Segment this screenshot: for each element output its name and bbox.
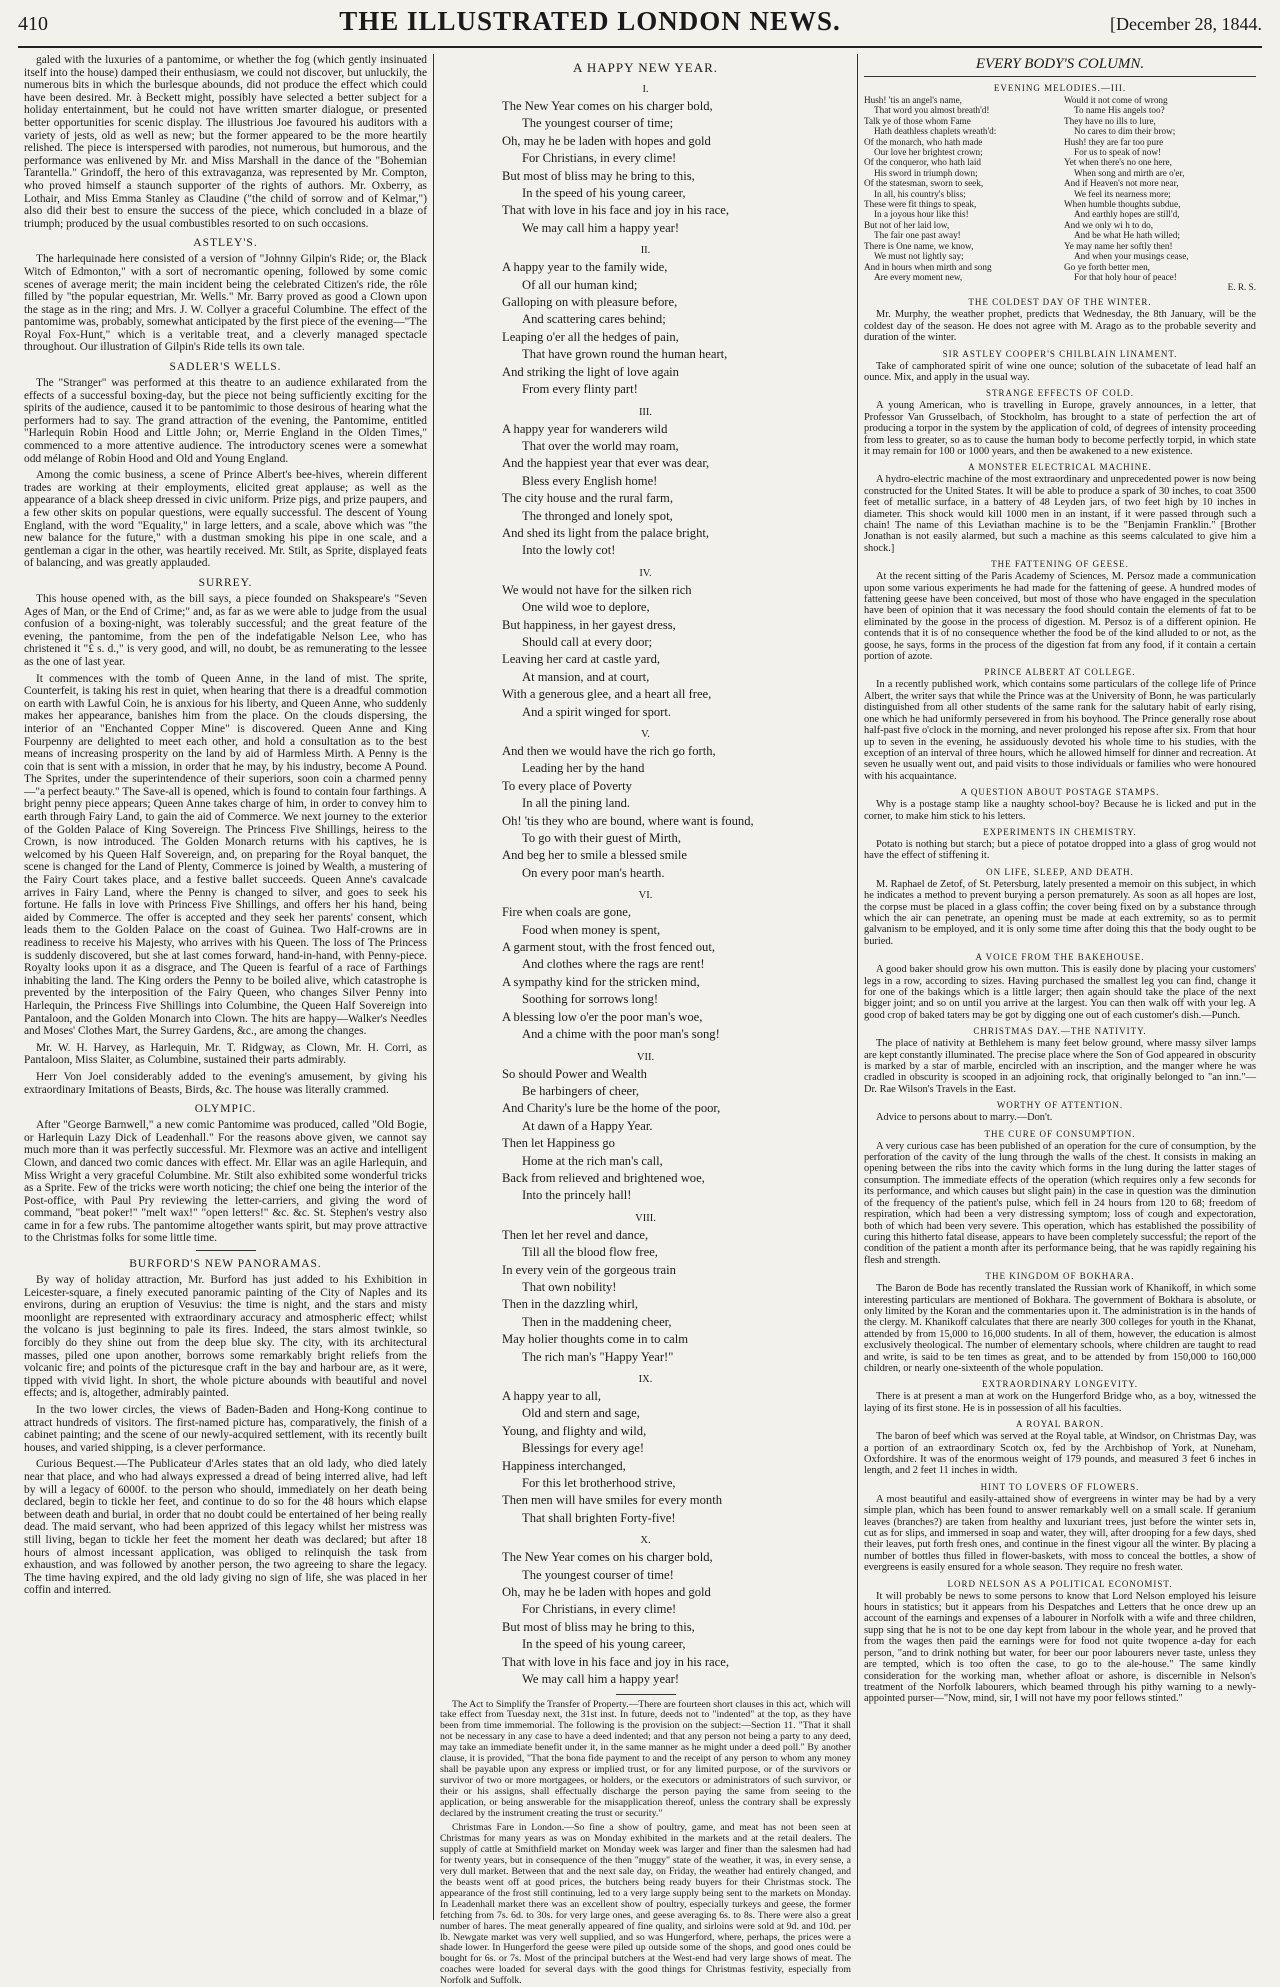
poem-line: Hath deathless chaplets wreath'd: [874,126,997,137]
poem-line: A happy year to the family wide, [502,260,668,275]
paragraph-christmas-fare: Christmas Fare in London.—So fine a show of poultry, game, and meat has not been seen at Christmas for many years as was on Monday exhibited in the markets and at the retail dealers. The supply of cattle at Smithfield market on Monday week was larger and finer than the salesmen had had for twenty years, but in consequence of the then "muggy" state of the weather, it was, in every sense, a very dull market. Between that and the next sale day, on Friday, the weather had entirely changed, and the beasts went off at good prices, the butchers being ready buyers for their Christmas stock. The appearance of the frost still continuing, led to a very large supply being sent to the markets on Monday. In Leadenhall market there was an excellent show of poultry, especially turkeys and geese, the former fetching from 7s. 6d. to 30s. for very large ones, and geese averaging 6s. to 8s. There were also a great number of hares. The meat generally appeared of fine quality, and sirloins were sold at 9d. and 10d. per lb. Newgate market was very well supplied, and so was Hungerford, where, perhaps, the prices were a shade lower. In Hungerford the geese were piled up outside some of the shops, and good ones could be bought for 6s. or 7s. Most of the principal butchers at the West-end had very large shows of meat. The coaches were loaded for several days with the good things for Christmas festivity, especially from Norfolk and Suffolk. [440,1822,851,1987]
stanza-number: V. [641,729,650,740]
paragraph: In a recently published work, which contains some particulars of the college life of Prince Albert, the writer says that while the Prince was at the University of Bonn, he was particularly distinguished from all other students of the same rank for the salutary habit of early rising, one which he had uniformly persevered in from his boyhood. The Prince generally rose about half-past five o'clock in the morning, and never prolonged his repose after six. From that hour up to seven in the evening, he assiduously devoted his whole time to his studies, with the exception of an interval of three hours, which he allowed himself for dinner and recreation. At seven he usually went out, and paid visits to those individuals or families who were honoured with his acquaintance. [864,679,1256,782]
stanza-number: IV. [639,567,652,579]
heading-chilblain: SIR ASTLEY COOPER'S CHILBLAIN LINAMENT. [942,348,1178,359]
poem-line: Then in the maddening cheer, [522,1314,672,1329]
heading-coldest-day: THE COLDEST DAY OF THE WINTER. [968,297,1152,308]
poem-line: That shall brighten Forty-five! [522,1510,676,1525]
poem-line: The New Year comes on his charger bold, [502,1550,713,1565]
poem-title: A HAPPY NEW YEAR. [572,60,719,75]
stanza-number: VI. [638,890,653,902]
poem-line: His sword in triumph down; [874,167,978,178]
heading-bakehouse: A VOICE FROM THE BAKEHOUSE. [975,952,1145,963]
paragraph: Mr. Murphy, the weather prophet, predicts that Wednesday, the 8th January, will be the coldest day of the season. He does not agree with M. Arago as to the probable severity and duration of the winter. [864,309,1256,344]
paragraph: The Baron de Bode has recently translated the Russian work of Khanikoff, in which some interesting particulars are mentioned of Bokhara. The government of Bokhara is absolute, or only limited by the Koran and the commentaries upon it. The administration is in the hands of the clergy. M. Khanikoff calculates that there are nearly 300 colleges for youth in the Khanat, attended by from 15,000 to 16,000 students. In all of them, however, the education is almost exclusively theological. The number of elementary schools, where children are taught to read and write, is said to be ten times as great, and to be attended by from 150,000 to 160,000 children, or nearly one-sixteenth of the whole population. [864,1283,1256,1374]
paragraph: A young American, who is travelling in Europe, gravely announces, in a letter, that Professor Van Grusselbach, of Stockholm, has brought to a state of perfection the art of producing a torpor in the system by the application of cold, of degrees of intensity proceeding from less to greater, so as to cause the human body to become perfectly torpid, in which state it may remain for 100 or 1000 years, and then be awakened to a new existence. [864,400,1256,457]
poem-line: Of the conqueror, who hath laid [864,157,981,168]
poem-line: Then in the dazzling whirl, [502,1297,639,1312]
poem-line: A garment stout, with the frost fenced out, [502,940,715,955]
column-poem [434,54,858,1987]
stanza-number: IX. [638,1374,653,1385]
poem-line: Old and stern and sage, [522,1406,640,1421]
paragraph: A good baker should grow his own mutton. This is easily done by placing your customers' legs in a row, according to sizes. Having purchased the smallest leg you can find, change it for one of the bakings which is a little larger; then again should take the place of the next bigger joint; and so on until you arrive at the largest. You can then walk off with your leg. A good crop of baked taters may be got by digging one out of each customer's dish.—Punch. [864,964,1256,1021]
poem-line: Back from relieved and brightened woe, [502,1170,705,1185]
heading-life-sleep-death: ON LIFE, SLEEP, AND DEATH. [986,866,1134,877]
poem-line: But not of her laid low, [864,219,950,230]
poem-line: They have no ills to lure, [1064,115,1156,126]
heading-consumption: THE CURE OF CONSUMPTION. [984,1128,1136,1139]
stanza-number: VII. [636,1051,655,1063]
paragraph: By way of holiday attraction, Mr. Burford has just added to his Exhibition in Leicester-square, a finely executed panoramic painting of the City of Naples and its environs, during an eruption of Vesuvius: the time is night, and the stars and misty moonlight are represented with extraordinary accuracy and atmospheric effect; whilst the volcano is just beginning to pale its fires. Indeed, the stars almost twinkle, so forcibly do they shine out from the deep blue sky. The city, with its architectural masses, piled one upon another, borrows some remarkably bright reliefs from the volcanic fire; and points of the picturesque craft in the bay and harbour are, as it were, tipped with vivid light. In short, the whole picture abounds with beautiful and novel effects; and is, altogether, admirably painted. [24,1274,427,1400]
heading-monster-machine: A MONSTER ELECTRICAL MACHINE. [968,462,1152,473]
paragraph: The harlequinade here consisted of a version of "Johnny Gilpin's Ride; or, the Black Witch of Edmonton," with a sort of necromantic opening, followed by some comic scenes of average merit; the main incident being the celebrated Citizen's ride, the rôle filled by "the popular equestrian, Mr. Wells." Mr. Barry proved as good a Clown upon the stage as in the ring; and Mrs. J. W. Collyer a graceful Columbine. The effect of the pantomime was, probably, somewhat anticipated by the first piece of the evening—"The Royal Fox-Hunt," which is a veritable treat, and a cleverly managed spectacle throughout. Our illustration of Gilpin's Ride tells its own tale. [24,253,427,354]
poem-line: On every poor man's hearth. [522,865,665,880]
poem-line: And clothes where the rags are rent! [522,957,705,972]
poem-line: The youngest courser of time; [522,116,674,131]
poem-line: To name His angels too? [1074,105,1165,116]
poem-line: In the speed of his young career, [522,1637,686,1652]
poem-line: Oh! 'tis they who are bound, where want is found, [502,813,754,828]
paragraph-curious-bequest: Curious Bequest.—The Publicateur d'Arles states that an old lady, who died lately near that place, and who had always expressed a dread of being interred alive, had left by will a legacy of 6000f. to the person who should, immediately on her death being declared, begin to tickle her feet, and continue to do so for the 48 hours which elapse between death and burial, in order that no doubt could be entertained of her being really dead. The maid servant, who had been apprized of this legacy whilst her mistress was still living, began to tickle her feet the moment her death was declared; but after 18 hours of almost incessant application, was obliged to relinquish the task from exhaustion, and was followed by another person, the two agreeing to share the legacy. The time having expired, and the old lady giving no sign of life, she was placed in her coffin and interred. [24,1458,427,1597]
poem-line: The thronged and lonely spot, [522,508,673,523]
poem-line: That with love in his face and joy in his race, [502,203,729,218]
poem-line: And shed its light from the palace bright, [502,525,710,540]
poem-line: Leaving her card at castle yard, [502,652,661,667]
stanza-number: X. [640,1535,651,1547]
poem-line: There is One name, we know, [864,240,974,251]
paragraph: Mr. W. H. Harvey, as Harlequin, Mr. T. Ridgway, as Clown, Mr. H. Corri, as Pantaloon, Miss Slaiter, as Columbine, sustained their parts admirably. [24,1041,427,1067]
divider [616,1694,676,1695]
poem-line: Happiness interchanged, [502,1458,626,1473]
section-heading-surrey: SURREY. [198,576,253,589]
heading-bokhara: THE KINGDOM OF BOKHARA. [985,1271,1135,1282]
poem-line: We may call him a happy year! [522,220,680,235]
poem-line: A happy year to all, [502,1389,601,1403]
paragraph: Take of camphorated spirit of wine one ounce; solution of the subacetate of lead half an ounce. Mix, and apply in the usual way. [864,360,1256,383]
paragraph: The "Stranger" was performed at this theatre to an audience exhilarated from the effects of a successful boxing-day, but the piece not being sufficiently exciting for the spirits of the audience, caused it to be pantomimic to those desirous of hearing what the performers had to say. The grand attraction of the evening, the Pantomime, entitled "Harlequin Robin Hood and Little John; or, Merrie England in the Olden Times," commenced to a more attentive audience. The introductory scenes were a somewhat odd mélange of Robin Hood and Old and Young England. [24,377,427,465]
section-heading-olympic: OLYMPIC. [194,1103,257,1116]
newspaper-title: THE ILLUSTRATED LONDON NEWS. [339,6,841,36]
poem-line: In every vein of the gorgeous train [502,1262,676,1277]
poem-line: Yet when there's no one here, [1064,157,1172,168]
paragraph: Herr Von Joel considerably added to the evening's amusement, by giving his extraordinary Imitations of Beasts, Birds, &c. The house was literally crammed. [24,1070,427,1096]
poem-line: That over the world may roam, [522,438,679,453]
poem-line: And the happiest year that ever was dear, [502,456,710,471]
paragraph: M. Raphael de Zetof, of St. Petersburg, lately presented a memoir on this subject, in which he indicates a method to prevent burying a person prematurely. As soon as all hopes are lost, the corpse must be placed in a glass coffin; the cover being fixed on by a substance through which the air can penetrate, an opening must be made at each extremity, so as to permit galvanism to be employed, and it is only some time after doing this that the body ought to be buried. [864,878,1256,947]
poem-line: Then men will have smiles for every month [502,1493,722,1508]
column-every-bodys [858,54,1262,1920]
poem-line: No cares to dim their brow; [1074,126,1176,137]
stanza-number: III. [638,406,653,418]
heading-postage: A QUESTION ABOUT POSTAGE STAMPS. [960,787,1160,798]
poem-line: But happiness, in her gayest dress, [502,617,676,632]
poem-line: And earthly hopes are still'd, [1074,209,1180,220]
poem-line: Till all the blood flow free, [522,1245,658,1260]
poem-line: Be harbingers of cheer, [522,1083,639,1098]
poem-right-column [1064,95,1256,282]
poem-line: A happy year for wanderers wild [502,421,668,436]
poem-line: Leading her by the hand [522,761,645,776]
poem-line: Should call at every door; [522,634,653,649]
heading-attention: WORTHY OF ATTENTION. [996,1100,1124,1111]
poem-line: And we only wi h to do, [1064,219,1154,230]
poem-line: Into the lowly cot! [522,543,616,558]
poem-line: Talk ye of those whom Fame [864,115,971,126]
poem-line: That own nobility! [522,1279,617,1294]
poem-line: Of all our human kind; [522,277,638,292]
poem-line: We would not have for the silken rich [502,582,692,597]
poem-line: When humble thoughts subdue, [1064,199,1181,210]
poem-line: To every place of Poverty [502,778,632,793]
poem-line: Are every moment new, [874,271,963,282]
paragraph: A very curious case has been published of an operation for the cure of consumption, by the perforation of the cavity of the lung through the walls of the chest. It consists in making an opening between the ribs into the cavity which forms in the lung during the latter stages of consumption. The immediate effects of the operation (which requires only a few seconds for its performance, and which causes but slight pain) in the case in question was the diminution of the frequency of the patient's pulse, which fell in 24 hours from 120 to 68; freedom of respiration, which had been a very distressing symptom; loss of cough and expectoration, both of which had been very severe. This operation, which has established the possibility of curing this hitherto fatal disease, appears to have been completely successful; the report of the condition of the patient a month after its performance being, that he was rapidly regaining his flesh and strength. [864,1140,1256,1266]
poem-line: But most of bliss may he bring to this, [502,1619,695,1634]
poem-line: These were fit things to speak, [864,199,977,210]
poem-line: And in hours when mirth and song [864,261,992,272]
poem-line: A blessing low o'er the poor man's woe, [502,1009,703,1024]
poem-line: Go ye forth better men, [1064,261,1150,272]
heading-nelson: LORD NELSON AS A POLITICAL ECONOMIST. [947,1578,1173,1589]
poem-line: Soothing for sorrows long! [522,992,659,1007]
poem-line: With a generous glee, and a heart all free, [502,687,712,702]
heading-flowers: HINT TO LOVERS OF FLOWERS. [980,1481,1140,1492]
poem-line: And if Heaven's not more near, [1064,178,1179,189]
poem-line: The city house and the rural farm, [502,491,673,506]
section-heading-astleys: ASTLEY'S. [193,237,258,250]
paragraph: It will probably be news to some persons to know that Lord Nelson employed his leisure hours in statistics; but it appears from his Despatches and Letters that he once drew up an account of the earnings and expenses of a labourer in Norfolk with a wife and three children, supp sing that he is not to be one day kept from labour in the whole year, and he proved that from the wages then paid the earnings were for food not quite twopence a-day for each person, "and to drink nothing but water, for beer our poor labourers never taste, unless they are tempted, which is too often the case, to go to the ale-house." The same kindly consideration for the working man, whether afloat or ashore, is discernible in Nelson's treatment of the Norfolk labourers, which beamed through his pithy warning to a newly-appointed purser—"Now, mind, sir, I will not have my poor fellows stinted." [864,1590,1256,1705]
poem-line: In all the pining land. [522,796,631,811]
poem-line: Hush! 'tis an angel's name, [864,95,962,105]
page-number: 410 [18,13,48,35]
poem-line: When song and mirth are o'er, [1074,167,1185,178]
paragraph: Potato is nothing but starch; but a piece of potatoe dropped into a glass of grog would not have the effect of stiffening it. [864,838,1256,862]
stanza-number: II. [640,245,651,257]
poem-signature: E. R. S. [1227,282,1256,293]
poem-line: In all, his country's bliss; [874,188,966,199]
poem-line: In the speed of his young career, [522,186,686,201]
poem-line: At mansion, and at court, [522,669,650,684]
heading-cold: STRANGE EFFECTS OF COLD. [985,388,1135,399]
poem-line: Fire when coals are gone, [502,905,632,920]
poem-line: Young, and flighty and wild, [502,1423,647,1438]
stanza-number: I. [642,84,649,95]
poem-line: Then let her revel and dance, [502,1227,649,1242]
poem-line: And a spirit winged for sport. [522,704,672,719]
poem-line: Leaping o'er all the hedges of pain, [502,329,679,344]
poem-line: And Charity's lure be the home of the poor, [502,1101,721,1116]
poem-line: So should Power and Wealth [502,1066,647,1081]
heading-nativity: CHRISTMAS DAY.—THE NATIVITY. [973,1026,1147,1037]
poem-evening-melodies [864,95,1256,282]
heading-longevity: EXTRAORDINARY LONGEVITY. [982,1379,1138,1390]
heading-geese: THE FATTENING OF GEESE. [991,559,1129,570]
paragraph: This house opened with, as the bill says, a piece founded on Shakspeare's "Seven Ages of Man, or the End of Crime;" and, as far as we were able to judge from the usual confusion of a boxing-night, was tolerably successful; and the great feature of the evening, the pantomime, from the pen of the indefatigable Nelson Lee, who has christened it "£ s. d.," is very good, and will, no doubt, be as remunerating to the lessee as the one of last year. [24,592,427,668]
paragraph: galed with the luxuries of a pantomime, or whether the fog (which gently insinuated itself into the house) damped their enthusiasm, we could not discover, but unluckily, the numerous bits in which the burlesque abounds, did not produce the effect which could have been desired. Mr. à Beckett might, possibly have selected a better subject for a holiday entertainment, but he could not have written smarter dialogue, or presented better opportunities for scenic display. The illustrious Joe favoured his auditors with a variety of jests, old as well as new; but the former appeared to be the more heartily relished. The piece is interspersed with parodies, not numerous, but humorous, and the performance was enlivened by Mr. and Miss Marshall in the dance of the "Bohemian Tarantella." Grindoff, the hero of this extravaganza, was represented by Mr. Compton, who proved himself a staunch supporter of the rights of authors. Mr. Oxberry, as Lothair, and Miss Emma Stanley as Claudine ("the child of sorrow and of Kelmar,") also did their best to ensure the success of the piece, which concluded in a blaze of triumph; produced by the usual combustibles resorted to on such occasions. [24,54,427,230]
poem-line: A sympathy kind for the stricken mind, [502,974,700,989]
poem-line: Of the monarch, who hath made [864,136,983,147]
poem-line: And then we would have the rich go forth, [502,744,716,758]
poem-line: To go with their guest of Mirth, [522,831,681,846]
section-heading-sadlers-wells: SADLER'S WELLS. [169,361,282,374]
paragraph: There is at present a man at work on the Hungerford Bridge who, as a boy, witnessed the laying of its first stone. He is in possession of all his faculties. [864,1391,1256,1414]
poem-left-column [864,95,1056,282]
poem-line: And be what He hath willed; [1074,230,1180,241]
poem-line: We may call him a happy year! [522,1672,680,1687]
poem-line: And a chime with the poor man's song! [522,1027,720,1042]
poem-line: That with love in his face and joy in his race, [502,1654,729,1669]
poem-line: Ye may name her softly then! [1064,240,1173,251]
paragraph: Advice to persons about to marry.—Don't. [876,1112,1053,1124]
paragraph: Why is a postage stamp like a naughty school-boy? Because he is licked and put in the corner, to make him stick to his letters. [864,799,1256,822]
poem-body [440,84,851,1689]
paragraph: In the two lower circles, the views of Baden-Baden and Hong-Kong continue to attract hundreds of visitors. The first-named picture has, comparatively, the finish of a cabinet painting; and the scene of our newly-acquired settlement, with its recently built houses, and varied shipping, is a clever performance. [24,1404,427,1454]
poem-line: The New Year comes on his charger bold, [502,99,713,113]
poem-line: For us to speak of now! [1074,147,1162,158]
poem-line: That word you almost breath'd! [874,105,990,116]
poem-line: Oh, may he be laden with hopes and gold [502,1585,711,1600]
poem-line: And beg her to smile a blessed smile [502,848,688,863]
section-heading-burford: BURFORD'S NEW PANORAMAS. [129,1258,322,1271]
poem-line: At dawn of a Happy Year. [522,1118,653,1133]
paragraph: A hydro-electric machine of the most extraordinary and unprecedented power is now being constructed for the United States. It will be able to produce a spark of 30 inches, to coat 3500 feet of metallic surface, in a battery of 48 Leyden jars, of two feet high by 10 inches in diameter. This shock would kill 1000 men in an instant, if it were passed through such a chain! The name of this Leviathan machine is to be the "Benjamin Franklin." [Brother Jonathan is not easily alarmed, but such a machine as this seems calculated to give him a shock.] [864,474,1256,554]
stanza-number: VIII. [635,1212,656,1224]
poem-line: We feel its nearness more; [1074,188,1171,199]
poem-line: For Christians, in every clime! [522,151,677,166]
poem-line: But most of bliss may he bring to this, [502,168,695,183]
column-title: EVERY BODY'S COLUMN. [864,56,1256,77]
poem-line: Hush! they are far too pure [1064,136,1164,147]
poem-line: For this let brotherhood strive, [522,1476,676,1491]
poem-line: Into the princely hall! [522,1188,632,1203]
poem-line: Oh, may he be laden with hopes and gold [502,133,711,148]
poem-line: Food when money is spent, [522,922,661,937]
masthead [18,6,1262,48]
heading-royal-baron: A ROYAL BARON. [1016,1419,1104,1430]
poem-line: From every flinty part! [522,382,638,397]
poem-line: May holier thoughts come in to calm [502,1332,689,1347]
poem-line: And when your musings cease, [1074,251,1189,262]
heading-prince-albert: PRINCE ALBERT AT COLLEGE. [984,667,1136,678]
paragraph: It commences with the tomb of Queen Anne, in the land of mist. The sprite, Counterfeit, is taking his rest in quiet, when hearing that there is a dreadful commotion on earth with Lawful Coin, he is anxious for his liberty, and Queen Anne, who suddenly makes her appearance, banishes him from the place. On the clouds dispersing, the interior of an "Enchanted Copper Mine" is discovered. Queen Anne and King Fourpenny are delighted to meet each other, and hold a consultation as to the best means of increasing prosperity on the land by aid of Harmless Mirth. A Penny is the coin that is sent with a mission, in order that he may, by his industry, become A Pound. The Sprites, under the superintendence of their superiors, soon coin a charmed penny—"a perfect beauty." The Save-all is opened, which is found to contain four farthings. A bright penny piece appears; Queen Anne takes charge of him, in order to convey him to earth through Fairy Land, to gain the aid of Commerce. We next journey to the exterior of the Golden Palace of King Sovereign. The Princess Five Shillings, heiress to the Crown, is now introduced. The Golden Monarch returns with his captives, he is welcomed by his Queen Half Sovereign, and, on preparing for the Royal banquet, the scene is changed for the Land of Plenty, Commerce is joined by Wealth, a mustering of the Fairy Court takes place, and a festive ballet succeeds. Queen Anne's cavalcade arrives in Fairy Land, where the Penny is changed to silver, and goes to seek his fortune. He falls in love with Princess Five Shillings, and offers her his hand, being aided by Commerce. The offer is accepted and they seek her parents' consent, which leads them to the Golden Palace on the coast of Guinea. Two Half-crowns are in readiness to receive his Majesty, who arrives with his Queen. The loss of The Princess is suddenly discovered, but she at last comes forward, hand-in-hand, with Penny-piece. Royalty looks upon it as a disgrace, and The Queen is fearful of a race of Farthings inhabiting the land. The King orders the Penny to be boiled alive, which catastrophe is prevented by the interposition of the Fairy Queen, who changes Silver Penny into Harlequin, the Princess Five Shillings into Columbine, the Queen Half Sovereign into Pantaloon, and the Golden Monarch into Clown. The hits are happy—Walker's Needles and Moses' Clothes Mart, the Surrey Gardens, &c., are among the changes. [24,672,427,1038]
paragraph-transfer-act: The Act to Simplify the Transfer of Property.—There are fourteen short clauses in this act, which will take effect from Tuesday next, the 31st inst. In future, deeds not to "indented" at the top, as they have been from time immemorial. The following is the provision on the subject:—Section 11. "That it shall not be necessary in any case to have a deed indented; and that any person not being a party to any deed, may take an immediate benefit under it, in the same manner as he might under a deed poll." By another clause, it is provided, "That the bona fide payment to and the receipt of any person to whom any money shall be payable upon any express or implied trust, or for any limited purpose, or of the survivors or survivor of two or more mortgagees, or holders, or the executors or administrators of such survivor, or their or his assigns, shall effectually discharge the person paying the same from seeing to the application, or being answerable for the misapplication thereof, unless the contrary shall be expressly declared by the instrument creating the trust or security." [440,1698,851,1819]
poem-line: And scattering cares behind; [522,312,666,327]
poem-line: Home at the rich man's call, [522,1153,663,1168]
paragraph: The place of nativity at Bethlehem is many feet below ground, where massy silver lamps are kept constantly illuminated. The precise place where the Son of God appeared in obscurity is marked by a star of marble, encircled with an inscription, and the manger where he was cradled in obscurity is scooped in an adjoining rock, that originally belonged to "an inn."—Dr. Rae Wilson's Travels in the East. [864,1038,1256,1095]
poem-line: The youngest courser of time! [522,1567,674,1582]
poem-line: Blessings for every age! [522,1441,645,1456]
poem-line: We must not lightly say; [874,251,964,262]
heading-evening-melodies: EVENING MELODIES.—III. [993,83,1127,93]
poem-line: Then let Happiness go [502,1136,615,1151]
poem-line: For that holy hour of peace! [1074,271,1177,282]
poem-line: Bless every English home! [522,473,658,488]
divider [196,1250,256,1251]
poem-line: Of the statesman, sworn to seek, [864,178,984,189]
paragraph: At the recent sitting of the Paris Academy of Sciences, M. Persoz made a communication upon some various experiments he had made for the fattening of geese. A hundred modes of fattening geese have been conceived, but most of those who have engaged in the speculation have been of opinion that it was necessary the food should contain the elements of fat to be eliminated by the goose in the process of digestion. M. Persoz is of a different opinion. He contends that it is of no consequence whether the food be of the kind alluded to or not, as the goose, he says, forms in the process of the digestion fat from any food, if it contain a certain portion of azote. [864,571,1256,663]
poem-line: In a joyous hour like this! [874,209,969,220]
paragraph: The baron of beef which was served at the Royal table, at Windsor, on Christmas Day, was a portion of an extraordinary Scotch ox, fed by the Archbishop of York, at Nuneham, Oxfordshire. It was of the enormous weight of 179 pounds, and measured 3 feet 6 inches in length, and 2 feet 11 inches in width. [864,1431,1256,1477]
poem-line: Would it not come of wrong [1064,95,1168,105]
poem-line: For Christians, in every clime! [522,1602,677,1617]
poem-line: One wild woe to deplore, [522,600,650,615]
poem-line: Galloping on with pleasure before, [502,295,678,310]
paragraph: Among the comic business, a scene of Prince Albert's bee-hives, wherein different trades are working at their employments, elicited great applause; as well as the appearance of a black sheep dressed in civic uniform. Prize pigs, and prize paupers, and a few other skits on popular questions, were equally successful. The descent of Young England, with the word "Equality," in large letters, and a scale, above which was "the new balance for the future," with a dustman smoking his pipe in one scale, and a gentleman a cigar in the other, was heartily received. Mr. Stilt, as Sprite, displayed feats of balancing, and was greatly applauded. [24,469,427,570]
poem-line: And striking the light of love again [502,364,679,379]
poem-line: The fair one past away! [874,230,961,241]
poem-line: That have grown round the human heart, [522,347,728,362]
paragraph: After "George Barnwell," a new comic Pantomime was produced, called "Old Bogie, or Harlequin Lazy Dick of Leadenhall." For the reasons above given, we cannot say much more than it was perfectly successful. Mr. Flexmore was an active and intelligent Clown, and danced two comic dances with effect. Mr. Ellar was an agile Harlequin, and Miss Wright a very graceful Columbine. Mr. Stilt also exhibited some wonderful tricks as a Sprite. Few of the tricks were worth noticing; the chief one being the interior of the Post-office, with Paul Pry reviewing the letter-carriers, and giving the word of command, "beat poker!" "melt wax!" "open letters!" &c. &c. St. Stephen's vestry also came in for a few rubs. The pantomime altogether wants spirit, but may prove attractive to the Christmas folks for some little time. [24,1119,427,1245]
paragraph: A most beautiful and easily-attained show of evergreens in winter may be had by a very simple plan, which has been found to answer remarkably well on a small scale. If geranium leaves (branches?) are taken from healthy and luxuriant trees, just before the winter sets in, cut as for slips, and immersed in soap and water, they will, after drooping for a few days, shed their leaves, put forth fresh ones, and continue in the finest vigour all the winter. By placing a number of bottles thus filled in flower-baskets, with moss to conceal the bottles, a show of evergreens is easily ensured for a whole season. They require no fresh water. [864,1493,1256,1574]
poem-line: Our love her brightest crown; [874,147,983,158]
heading-chemistry: EXPERIMENTS IN CHEMISTRY. [983,826,1137,837]
issue-date: [December 28, 1844. [1110,14,1262,34]
poem-line: The rich man's "Happy Year!" [522,1349,674,1364]
column-theatre [18,54,434,1920]
